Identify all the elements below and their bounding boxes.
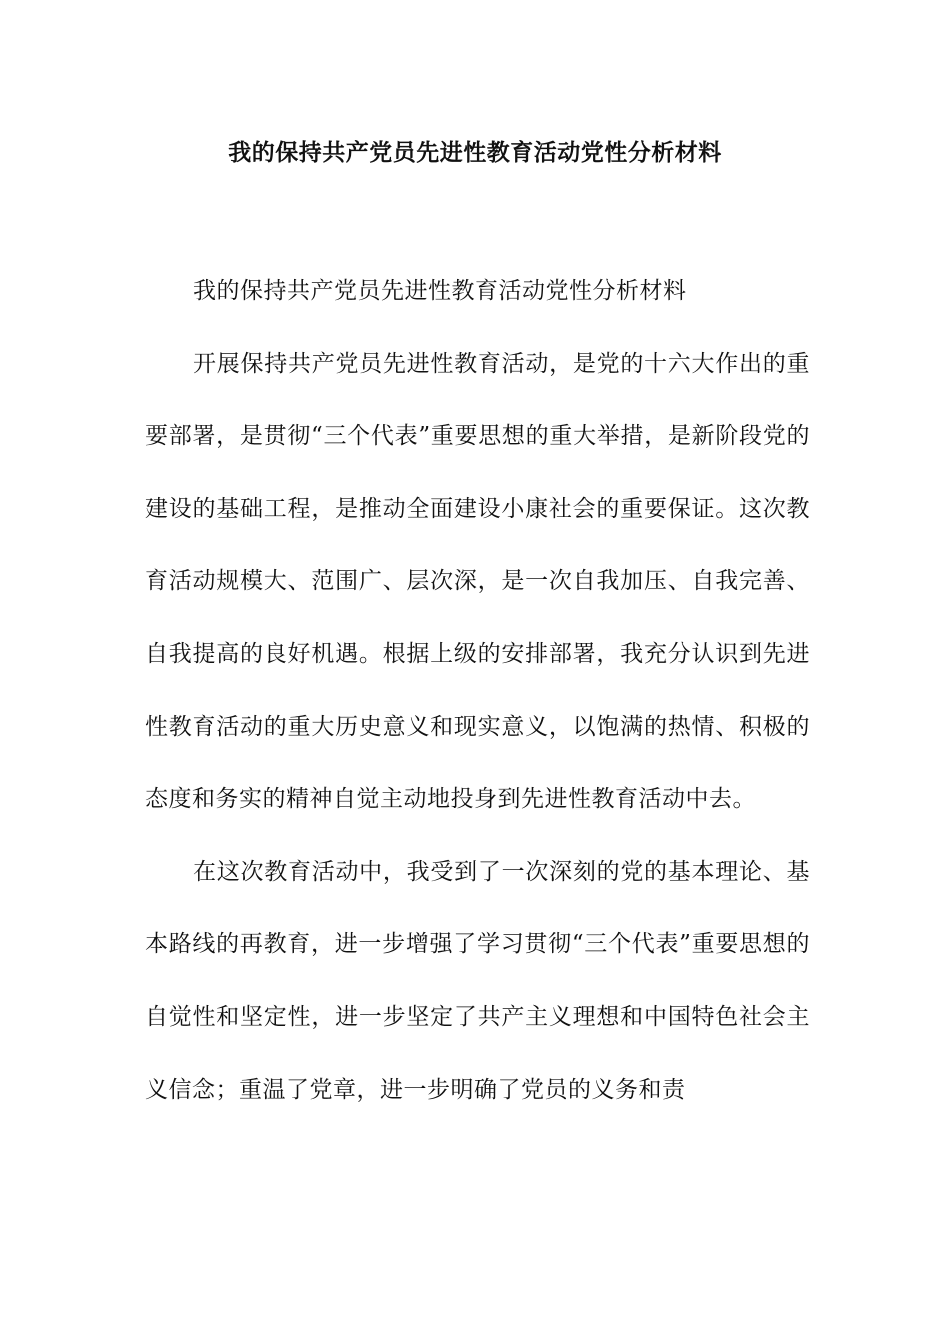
paragraph: 在这次教育活动中，我受到了一次深刻的党的基本理论、基本路线的再教育，进一步增强了学习贯彻“三个代表”重要思想的自觉性和坚定性，进一步坚定了共产主义理想和中国特色社会主义信念；重温了党章，进一步明确了党员的义务和责 bbox=[145, 858, 810, 1103]
document-title: 我的保持共产党员先进性教育活动党性分析材料 bbox=[228, 140, 722, 166]
paragraph-subtitle: 我的保持共产党员先进性教育活动党性分析材料 bbox=[193, 278, 687, 304]
paragraph: 开展保持共产党员先进性教育活动，是党的十六大作出的重要部署，是贯彻“三个代表”重要思想的重大举措，是新阶段党的建设的基础工程，是推动全面建设小康社会的重要保证。这次教育活动规模大、范围广、层次深，是一次自我加压、自我完善、自我提高的良好机遇。根据上级的安排部署，我充分认识到先进性教育活动的重大历史意义和现实意义，以饱满的热情、积极的态度和务实的精神自觉主动地投身到先进性教育活动中去。 bbox=[145, 350, 810, 813]
document-body bbox=[145, 255, 810, 1126]
